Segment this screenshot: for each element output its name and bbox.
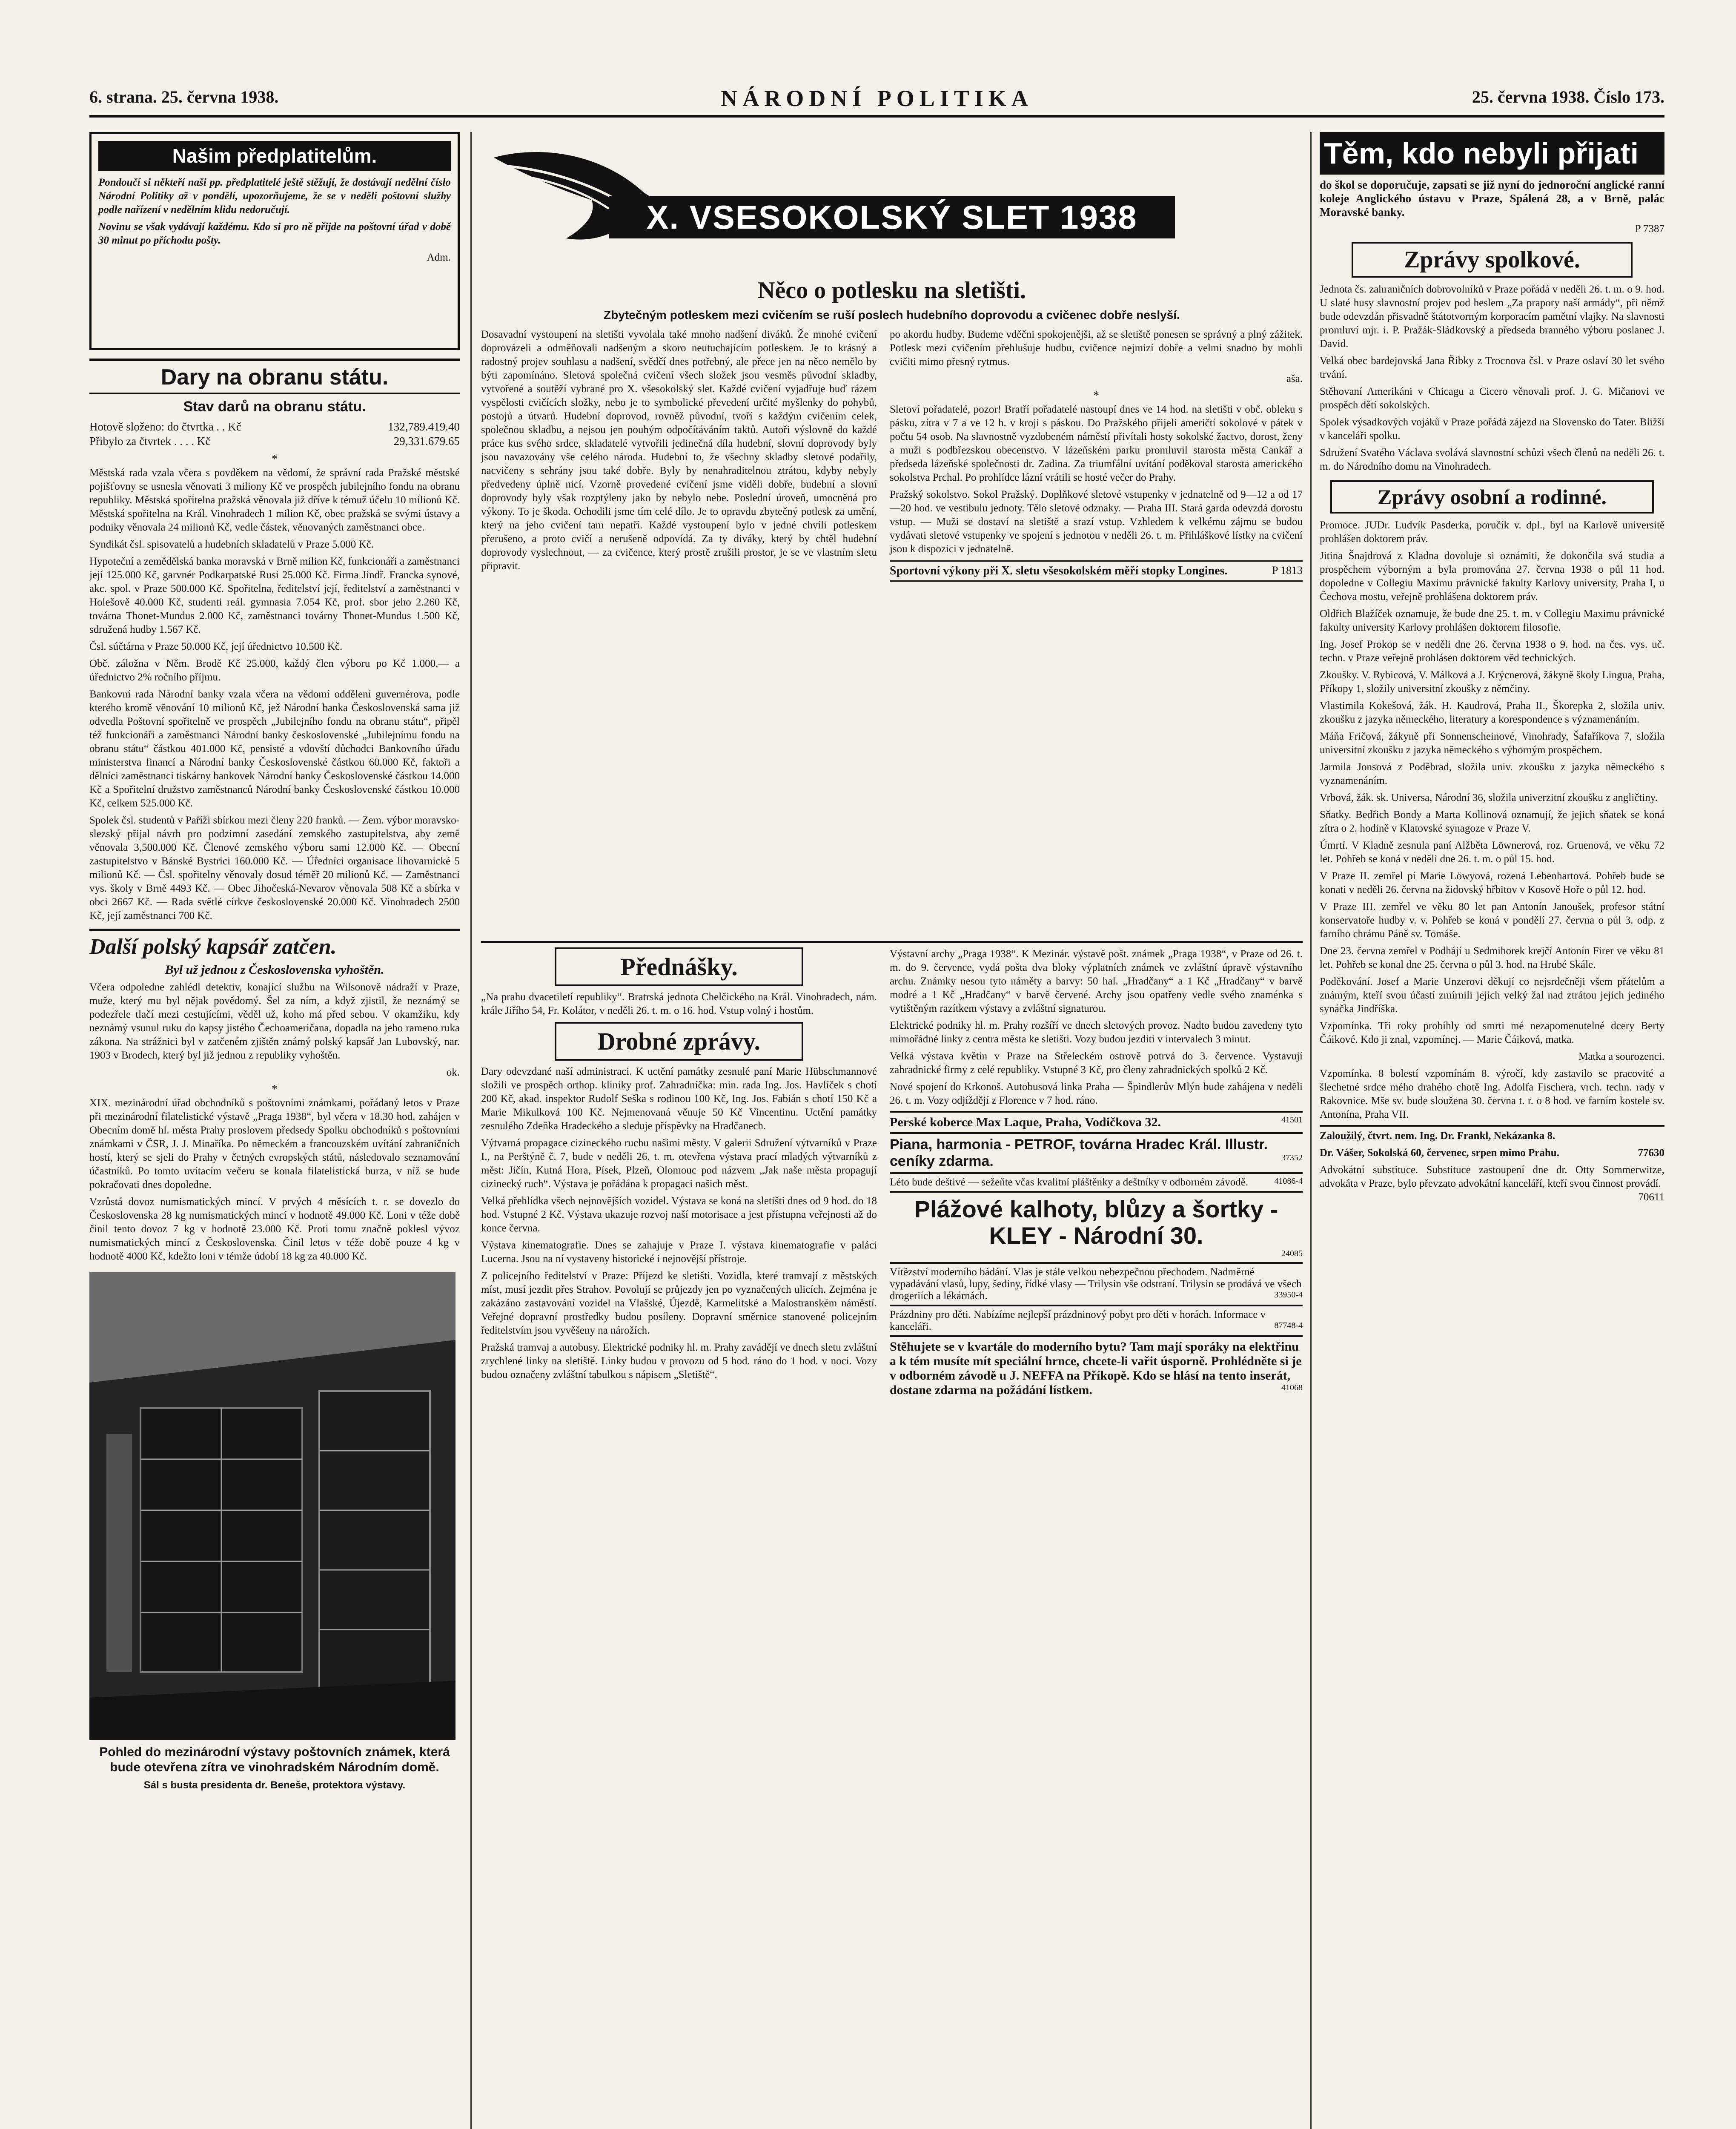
ad-koberce: [890, 1111, 1303, 1132]
ad-text: Vítězství moderního bádání. Vlas je stále velkou nebezpečnou přechodem. Nadměrné vypadávání vlasů, lupy, šediny, řídké vlasy — Trilysin vše odstraní. Trilysin se prodává ve všech drogeriích a lékárnách.: [890, 1266, 1302, 1302]
osobni-item: Sňatky. Bedřich Bondy a Marta Kollinová oznamují, že jejich sňatek se koná zítra o 2. hodině v Klatovské synagoze v Praze V.: [1320, 809, 1664, 834]
masthead-title: NÁRODNÍ POLITIKA: [721, 86, 1033, 111]
osobni-item: Úmrtí. V Kladně zesnula paní Alžběta Löwnerová, roz. Gruenová, ve věku 72 let. Pohřeb se koná v neděli dne 26. t. m. o půl 15. hod.: [1320, 840, 1664, 865]
dary-subtitle: Stav darů na obranu státu.: [183, 399, 366, 415]
osobni-item: Dne 23. června zemřel v Podhájí u Sedmihorek krejčí Antonín Firer ve věku 81 let. Pohřeb se konal dne 25. června o půl 3. hod. na Hrubé Skále.: [1320, 945, 1664, 970]
divider-star: *: [1093, 389, 1099, 402]
article-paragraph: Hypoteční a zemědělská banka moravská v Brně milion Kč, funkcionáři a zaměstnanci její 125.000 Kč, garvnér Podkarpatské Rusi 25.000 Kč. Firma Jindř. Francka synové, akc. spol. v Praze 500.000 Kč. Spořitelna, ředitelství její, ředitelství a zaměstnanci v Holešově 40.000 Kč, studenti reál. gymnasia 7.054 Kč, prof. sbor jeho 2.260 Kč, továrna Thonet-Mundus 2.000 Kč, zaměstnanci továrny Thonet-Mundus 1.500 Kč, sdružená hudby 1.567 Kč.: [89, 556, 460, 635]
osobni-item: Jitina Šnajdrová z Kladna dovoluje si oznámiti, že dokončila svá studia a prospěchem výborným a byla promována 27. června 1938 o půl 11 hod. dopoledne v Collegiu Maximu právnické fakulty Karlovy university, Praha I, u Čechova mostu, veřejně prohlášena doktorem práv.: [1320, 550, 1664, 603]
notice-box: [89, 132, 460, 350]
ad-code: 37352: [1281, 1153, 1303, 1162]
article-paragraph: po akordu hudby. Budeme vděčni spokojenějši, až se sletiště ponesen se správný a plný zážitek. Potlesk mezi cvičením přehlušuje hudbu, cvičence nejmizí dobře a velmi snadno by mohli cvičiti mimo přesný rytmus.: [890, 329, 1303, 367]
prednasky-body: „Na prahu dvacetiletí republiky“. Bratrská jednota Chelčického na Král. Vinohradech, nám. krále Jiřího 54, Fr. Kolátor, v neděli 26. t. m. o 16. hod. Vstup volný i hostům.: [481, 991, 877, 1016]
ad-text: Léto bude deštivé — sežeňte včas kvalitní pláštěnky a deštníky v odborném závodě.: [890, 1176, 1249, 1188]
article-paragraph: Čsl. súčtárna v Praze 50.000 Kč, její úřednictvo 10.500 Kč.: [89, 641, 343, 652]
ad-leto: [890, 1172, 1303, 1191]
drobne-title: Drobné zprávy.: [555, 1022, 803, 1061]
spolky-item: Stěhovaní Amerikáni v Chicagu a Cicero věnovali prof. J. G. Mičanovi ve prospěch dětí sokolských.: [1320, 386, 1664, 411]
divider-star: *: [272, 453, 278, 466]
ad-text: Perské koberce Max Laque, Praha, Vodičkova 32.: [890, 1115, 1161, 1129]
article-paragraph: Spolek čsl. studentů v Paříži sbírkou mezi členy 220 franků. — Zem. výbor moravsko-slezský přijal návrh pro podzimní zasedání zemského zastupitelstva, aby země věnovala 3,500.000 Kč. Členové zemského výboru sami 12.000 Kč. — Obecní zastupitelstvo v Bánské Bystrici 160.000 Kč. — Úředníci organisace lihovarnické 5 milionů Kč. — Čsl. spořitelny věnovaly dosud téměř 20 milionů Kč. — Zaměstnanci vys. školy v Brně 4493 Kč. — Obec Jihočeská-Nevarov věnovala 508 Kč a sbírka v obci 2667 Kč. — Rada světlé církve československé 20.000 Kč. Vinohradech 2500 Kč, její zaměstnanci 700 Kč.: [89, 815, 460, 921]
osobni-item: V Praze III. zemřel ve věku 80 let pan Antonín Janoušek, profesor státní konservatoře hudby v. v. Pohřeb se koná v pondělí 27. června o půl 3. odp. z farního chrámu Páně sv. Tomáše.: [1320, 901, 1664, 940]
photo-caption: Pohled do mezinárodní výstavy poštovních známek, která bude otevřena zítra ve vinohradském Národním domě.: [99, 1745, 450, 1774]
ad-neff: [890, 1335, 1303, 1400]
kapsar-title: Další polský kapsář zatčen.: [89, 935, 337, 959]
news-paragraph: Dary odevzdané naší administraci. K uctění památky zesnulé paní Marie Hübschmannové složili ve prospěch orthop. kliniky prof. Zahradníčka: min. rada Ing. Jos. Havlíček s chotí 200 Kč, akad. inspektor Rudolf Seška s rodinou 100 Kč, Ing. Jos. Fabián s chotí 150 Kč a Marie Mikulková 100 Kč. Nejmenovaná věnuje 50 Kč Vincentinu. Uctění památky zesnulého Zdeňka Hradeckého a sleduje příspěvky na Hradčanech.: [481, 1066, 877, 1132]
longines-text: Sportovní výkony při X. sletu všesokolském měří stopky Longines.: [890, 564, 1228, 577]
article-paragraph: Dosavadní vystoupení na sletišti vyvolala také mnoho nadšení diváků. Že mnohé cvičení doprovázeli a odměňovali nadšeným a skoro neutuchajícím potleskem. Je to krásný a radostný projev souhlasu a nadšení, svědčí dnes potřebný, ale přece jen na něco nemělo by býti zapomínáno. Sletová společná cvičení všech složek jsou vesměs původní skladby, vytvořené a soutěží vybrané pro X. všesokolský slet. Každé cvičení vyjadřuje buď rázem vyspělosti cvičících složky, nebo je to symbolické převedení určité myšlenky do pohybů, postojů a útvarů. Hudební doprovod, rovněž původní, tvoří s každým cvičením celek, společnou skladbu, a nejsou jen pouhým odpočítáváním taktů. Autoři výslovně do každé práce kus svého srdce, skladatelé vytvořili jedinečná díla hudební, slovní doprovody byly jsou navazovány vše celého národa. Hudební to, že všechny skladby sletové podařily, nacvičeny s sehrány jsou také dobře. Byly by nenahraditelnou ztrátou, kdyby nebyly předvedeny úplně nicí. Vzorně provedené cvičení jsme viděli dobře, budební a slovní doprovody byly však rozptýleny jako by nebylo nebe. Poslední úroveň, umocněná pro výkony. To je škoda. Ochodili jsme tím celé dílo. Je to opravdu zbytečný potlesk za umění, který na jeho cvičení tam nepatří. Každé vystoupení bylo v jedné chvíli potleskem přerušeno, a proto cvičí a nerušeně odpovídá. Za ty diváky, který by chtěl hudební doprovody vyslechnout, — za cvičence, který prostě zrušili prostor, je se ve vlastním sletu připravit.: [481, 329, 877, 572]
dary-row-value: 29,331.679.65: [393, 435, 460, 448]
divider-star: *: [272, 1083, 278, 1096]
osobni-item: Jarmila Jonsová z Poděbrad, složila univ. zkoušku z jazyka německého s vyznamenáním.: [1320, 761, 1664, 786]
osobni-item: Vzpomínka. 8 bolestí vzpomínám 8. výročí, kdy zastavilo se pracovité a šlechetné srdce mého drahého chotě Ing. Adolfa Fischera, vrch. techn. rady v Rakovnice. Mše sv. bude sloužena 30. června t. r. o 8 hod. ve farním kostele sv. Antonína, Praha VII.: [1320, 1068, 1664, 1120]
ad-code: 87748-4: [1274, 1321, 1303, 1330]
middle-column: [481, 132, 1303, 2129]
osobni-item: Matka a sourozenci.: [1578, 1051, 1664, 1062]
slet-article: [481, 328, 1303, 941]
notice-title: Našim předplatitelům.: [98, 141, 451, 171]
notice-body: Pondoučí si někteří naši pp. předplatitelé ještě stěžují, že dostávají nedělní číslo Národní Politiky až v pondělí, upozorňujeme, že se v neděli poštovní služby podle nařízení v nedělním klidu nedoručují.: [98, 177, 451, 215]
ad-code: 24085: [1281, 1249, 1303, 1258]
ad-trilysin: [890, 1264, 1303, 1305]
filatel-paragraph: XIX. mezinárodní úřad obchodníků s poštovními známkami, pořádaný letos v Praze při mezinárodní filatelistické výstavě „Praga 1938“, byl včera v 18.30 hod. zahájen v Obecním domě hl. města Prahy proslovem předsedy Spolku obchodníků s poštovními známkami v ČSR, J. J. Minaříka. Po německém a francouzském uvítání zahraničních hostí, který se sjeli do Prahy v četných evropských států, následovalo seznamování účastníků. Po tomto uvítacím večeru se konala filatelistická burza, v níž se bude pokračovati dnes dopoledne.: [89, 1097, 460, 1191]
kapsar-subtitle: Byl už jednou z Československa vyhoštěn.: [165, 963, 384, 977]
slet-banner-title: X. VSESOKOLSKÝ SLET 1938: [609, 196, 1175, 238]
top-ad-code: P 7387: [1635, 223, 1664, 235]
ad-code: 33950-4: [1274, 1290, 1303, 1300]
osobni-item: Vlastimila Kokešová, žák. H. Kaudrová, Praha II., Škorepka 2, složila univ. zkoušku z jazyka německého, literatury a korespondence s významenáním.: [1320, 700, 1664, 725]
osobni-item: Poděkování. Josef a Marie Unzerovi děkují co nejsrdečněji všem přátelům a známým, kteří svou účastí zmírnili jejich velký žal nad ztrátou jejich jediného synáčka Jindříška.: [1320, 976, 1664, 1015]
article-paragraph: Obč. záložna v Něm. Brodě Kč 25.000, každý člen výboru po Kč 1.000.— a úřednictvo 2% ročního příjmu.: [89, 658, 460, 683]
dary-row-value: 132,789.419.40: [388, 420, 460, 433]
osobni-item: Vzpomínka. Tři roky probíhly od smrti mé nezapomenutelné dcery Berty Čáikové. Kdo ji znal, vzpomínej. — Marie Čáiková, matka.: [1320, 1020, 1664, 1045]
osobni-item: Zkoušky. V. Rybicová, V. Málková a J. Krýcnerová, žákyně školy Lingua, Praha, Příkopy 1, složily universitní zkoušky z němčiny.: [1320, 669, 1664, 694]
dary-section: [89, 359, 460, 923]
osobni-item: Ing. Josef Prokop se v neděli dne 26. června 1938 o 9. hod. na čes. vys. uč. techn. v Praze veřejně prohlásen doktorem věd technických.: [1320, 639, 1664, 664]
issue-number: 25. června 1938. Číslo 173.: [1472, 87, 1664, 106]
news-col-left: [481, 947, 877, 1385]
article-paragraph: Syndikát čsl. spisovatelů a hudebních skladatelů v Praze 5.000 Kč.: [89, 539, 374, 550]
left-column: [89, 132, 460, 2129]
small-ad: [1320, 1129, 1664, 1143]
news-paragraph: Z policejního ředitelství v Praze: Příjezd ke sletišti. Vozidla, které tramvají z městských míst, musí jezdit přes Strahov. Povolují se průjezdy jen po vyznačených ulicích. Zejména je zakázáno zastavování vozidel na Vlašské, Újezdě, Karmelitské a Malostranském náměstí. Veřejné dopravní prostředky budou posíleny. Dopravní směrnice stanovené policejním ředitelstvím jsou vyvěšeny na nárožích.: [481, 1270, 877, 1336]
news-paragraph: Pražská tramvaj a autobusy. Elektrické podniky hl. m. Prahy zavádějí ve dnech sletu zvláštní zrychlené linky na sletiště. Linky budou v provozu od 5 hod. ráno do 1 hod. v noci. Vozy budou označeny zvláštní tabulkou s nápisem „Sletiště“.: [481, 1342, 877, 1380]
page-header: [89, 85, 1664, 118]
dary-row-label: Hotově složeno: do čtvrtka . . Kč: [89, 420, 241, 433]
notice-sign: Adm.: [427, 252, 451, 263]
dary-row: [89, 419, 460, 434]
kapsar-sign: ok.: [446, 1067, 460, 1078]
notice-note: Novinu se však vydávají každému. Kdo si pro ně přijde na poštovní úřad v době 30 minut po příchodu pošty.: [98, 221, 451, 246]
spolky-item: Spolek výsadkových vojáků v Praze pořádá zájezd na Slovensko do Tater. Bližší v kanceláři spolku.: [1320, 416, 1664, 442]
dary-row-label: Přibylo za čtvrtek . . . . Kč: [89, 435, 211, 448]
ad-petrof: [890, 1132, 1303, 1172]
prednasky-title: Přednášky.: [555, 947, 803, 986]
news-paragraph: Výtvarná propagace cizineckého ruchu našimi městy. V galerii Sdružení výtvarníků v Praze I., na Perštýně č. 7, bude v neděli 26. t. m. otevřena výstava prací mladých výtvarníků z měst: Jičín, Kutná Hora, Písek, Plzeň, Olomouc pod názvem „Jak naše města propagují cizinecký ruch“. Výstava je pořádána k propagaci našich měst.: [481, 1137, 877, 1190]
osobni-item: Oldřich Blažíček oznamuje, že bude dne 25. t. m. v Collegiu Maximu právnické fakulty university Karlovy prohlášen doktorem filosofie.: [1320, 608, 1664, 633]
small-ads: [1320, 1125, 1664, 1203]
news-col-right: [890, 947, 1303, 1400]
ad-kley: [890, 1191, 1303, 1264]
lower-middle: [481, 941, 1303, 2129]
spolky-item: Sdružení Svatého Václava svolává slavnostní schůzi všech členů na neděli 26. t. m. do Národního domu na Vinohradech.: [1320, 447, 1664, 472]
news-paragraph: Elektrické podniky hl. m. Prahy rozšíří ve dnech sletových provoz. Nadto budou zavedeny tyto mimořádné linky z centra města ke sletišti. Vozy budou jezditi v intervalech 3 minut.: [890, 1020, 1303, 1045]
page-number-date: 6. strana. 25. června 1938.: [89, 87, 279, 106]
ad-text: Piana, harmonia - PETROF, továrna Hradec Král. Illustr. ceníky zdarma.: [890, 1136, 1268, 1169]
news-paragraph: Nové spojení do Krkonoš. Autobusová linka Praha — Špindlerův Mlýn bude zahájena v neděli 26. t. m. Vozy odjíždějí z Florence v 7 hod. ráno.: [890, 1081, 1303, 1106]
article-sign: aša.: [1286, 373, 1303, 384]
small-ad: [1320, 1163, 1664, 1203]
ad-prazdniny: [890, 1305, 1303, 1335]
ad-text: Stěhujete se v kvartále do moderního bytu? Tam mají sporáky na elektřinu a k tém musíte mít speciální hrnce, chcete-li vařit úsporně. Prohlédněte si je v odborném závodě u J. NEFFA na Příkopě. Kdo se hlásí na tento inserát, dostane zdarma na požádání lístkem.: [890, 1340, 1302, 1397]
ad-text: Prázdniny pro děti. Nabízíme nejlepší prázdninový pobyt pro děti v horách. Informace v kanceláři.: [890, 1309, 1266, 1332]
small-ad: [1320, 1146, 1664, 1160]
column-rule: [470, 132, 472, 2129]
slet-banner: [481, 132, 1303, 273]
news-paragraph: Velká výstava květin v Praze na Střeleckém ostrově potrvá do 3. července. Vystavují zahradnické firmy z celé republiky. Vstupné 3 Kč, pro členy zahradnických spolků 2 Kč.: [890, 1050, 1303, 1076]
slet-left-col: [481, 328, 877, 577]
kapsar-body: Včera odpoledne zahlédl detektiv, konající službu na Wilsonově nádraží v Praze, muže, který mu byl nějak povědomý. Šel za ním, a když zjistil, že neznámý se podezřele tlačí mezi cestujícími, věděl už, koho má před sebou. V okamžiku, kdy neznámý vsunul ruku do kapsy jistého Čechoameričana, dopadla na jeho rameno ruka zákona. Na strážnici byl v zatčeném zjištěn známý polský kapsář Jan Lubovský, nar. 1903 v Brodech, který byl již jednou z republiky vyhoštěn.: [89, 981, 460, 1061]
slet-subheadline: Zbytečným potleskem mezi cvičením se ruší poslech hudebního doprovodu a cvičenec dobře neslyší.: [604, 308, 1180, 321]
right-column: [1320, 132, 1664, 2129]
osobni-item: Vrbová, žák. sk. Universa, Národní 36, složila univerzitní zkoušku z angličtiny.: [1320, 792, 1658, 803]
news-paragraph: Výstavní archy „Praga 1938“. K Mezinár. výstavě pošt. známek „Praga 1938“, v Praze od 26. t. m. do 9. července, vydá pošta dva bloky výplatních známek ve zvláštní úpravě výstavního archu. Známky nesou tyto náměty a barvy: 50 hal. „Hradčany“ a 1 Kč „Hradčany“ v barvě modré a 1 Kč „Hradčany“ v barvě červené. Archy jsou opatřeny vedle svého znaménka s vytištěným razítkem výstavy a zvláštní signaturou.: [890, 948, 1303, 1014]
small-ad-text: Advokátní substituce. Substituce zastoupení dne dr. Otty Sommerwitze, advokáta v Praze, bylo převzato advokátní kanceláří, kteří svou činnost provádí.: [1320, 1164, 1664, 1189]
slet-headline: Něco o potlesku na sletišti.: [758, 277, 1026, 304]
ad-code: 41086-4: [1274, 1176, 1303, 1186]
kapsar-article: [89, 929, 460, 1263]
longines-notice: [890, 560, 1303, 582]
photo-subcaption: Sál s busta presidenta dr. Beneše, protektora výstavy.: [143, 1779, 406, 1791]
osobni-title: Zprávy osobní a rodinné.: [1330, 480, 1654, 514]
ad-code: 41501: [1281, 1115, 1303, 1125]
small-ad-text: Zaloužilý, čtvrt. nem. Ing. Dr. Frankl, Nekázanka 8.: [1320, 1130, 1556, 1142]
exhibition-hall-image: [89, 1272, 455, 1740]
article-paragraph: Sletoví pořadatelé, pozor! Bratří pořadatelé nastoupí dnes ve 14 hod. na sletišti v obč. obleku s pásku, zítra v 7 a ve 12 h. v kroji s páskou. Do Pražského přijeli američtí sokolové v pátek v počtu 54 osob. Na slavnostně vyzdobeném náměstí přivítali hosty sokolské žactvo, dorost, ženy a muži s podbřezskou obecenstvo. V lázeňském parku promluvil starosta města Cankář a předseda lázeňské společnosti dr. Zadina. Za triumfální uvítání poděkoval starosta amerického sokolstva Prchal. Po prohlídce lázní vrátili se hosté večer do Prahy.: [890, 404, 1303, 483]
dary-title: Dary na obranu státu.: [89, 364, 460, 394]
ad-code: 41068: [1281, 1383, 1303, 1392]
news-paragraph: Velká přehlídka všech nejnovějších vozidel. Výstava se koná na sletišti dnes od 9 hod. do 18 hod. Vstupné 2 Kč. Výstava ukazuje rozvoj naší motorisace a jest přístupna veřejnosti až do konce června.: [481, 1195, 877, 1234]
longines-code: P 1813: [1272, 564, 1303, 577]
top-ad-body: do škol se doporučuje, zapsati se již nyní do jednoroční anglické ranní koleje Anglického ústavu v Praze, Spálená 28, a v Brně, palác Moravské banky.: [1320, 178, 1664, 218]
article-paragraph: Městská rada vzala včera s povděkem na vědomí, že správní rada Pražské městské pojišťovny se usnesla věnovati 3 miliony Kč ve prospěch jubilejního fondu na obranu republiky. Městská spořitelna pražská věnovala již dříve k témuž účelu 10 milionů Kč. Městská spořitelna na Král. Vinohradech 1 milion Kč, obec pražská se svými ústavy a podniky věnovala 24 milionů Kč, vedle částek, věnovaných zaměstnanci obce.: [89, 467, 460, 533]
column-rule: [1310, 132, 1312, 2129]
osobni-item: Promoce. JUDr. Ludvík Pasderka, poručík v. dpl., byl na Karlově universitě prohlášen doktorem práv.: [1320, 519, 1664, 545]
numismatic-paragraph: Vzrůstá dovoz numismatických mincí. V prvých 4 měsících t. r. se dovezlo do Československa 28 kg numismatických mincí v hodnotě 49.000 Kč. Loni v téže době činil tento dovoz 7 kg v hodnotě 23.000 Kč. Proti tomu značně poklesl vývoz numismatických mincí z Československa. Činil letos v téže době pouze 4 kg v hodnotě 4000 Kč, kdežto loni v témže údobí 18 kg za 40.000 Kč.: [89, 1196, 460, 1262]
spolky-item: Jednota čs. zahraničních dobrovolníků v Praze pořádá v neděli 26. t. m. o 9. hod. U slaté husy slavnostní projev pod heslem „Za prapory naší armády“, při němž bude odevzdán přisvadně štátotvorným korporacím pamětní vlajky. Na slavnosti promluví mjr. i. P. Pražák-Sládkovský a předseda branného výboru poslanec J. David.: [1320, 284, 1664, 350]
news-paragraph: Výstava kinematografie. Dnes se zahajuje v Praze I. výstava kinematografie v paláci Lucerna. Jsou na ní vystaveny historické i nejnovější přístroje.: [481, 1240, 877, 1265]
exhibition-photo: [89, 1272, 455, 1740]
osobni-item: V Praze II. zemřel pí Marie Löwyová, rozená Lebenhartová. Pohřeb bude se konati v neděli 26. června na židovský hřbitov v Kosově Hoře o půl 12. hod.: [1320, 870, 1664, 895]
slet-right-col: [890, 328, 1303, 582]
spolky-item: Velká obec bardejovská Jana Řibky z Trocnova čsl. v Praze oslaví 30 let svého trvání.: [1320, 355, 1664, 380]
small-ad-code: 70611: [1638, 1191, 1664, 1203]
dary-row: [89, 434, 460, 448]
osobni-item: Máňa Fričová, žákyně při Sonnenscheinové, Vinohrady, Šafaříkova 7, složila universitní zkoušku z jazyka německého s výborným prospěchem.: [1320, 731, 1664, 756]
ad-text: Plážové kalhoty, blůzy a šortky - KLEY - Národní 30.: [914, 1196, 1278, 1249]
article-paragraph: Pražský sokolstvo. Sokol Pražský. Doplňkové sletové vstupenky v jednatelně od 9—12 a od 17—20 hod. ve vestibulu jednoty. Tělo sletové odznaky. — Praha III. Stará garda odevzdá dorostu vstup. — Muži se dostaví na sletiště a srazí vstup. Vzhledem k velkému zájmu se budou vydávati sletové vstupenky ve spojení s jednotou v neděli 26. t. m. Přihláškové lístky na cvičení jsou k dispozici v jednatelně.: [890, 489, 1303, 555]
newspaper-page: [89, 85, 1664, 2129]
top-ad-title: Těm, kdo nebyli přijati: [1320, 132, 1664, 175]
small-ad-text: Dr. Vášer, Sokolská 60, červenec, srpen mimo Prahu.: [1320, 1147, 1559, 1159]
small-ad-code: 77630: [1638, 1147, 1664, 1159]
spolky-title: Zprávy spolkové.: [1352, 242, 1633, 278]
article-paragraph: Bankovní rada Národní banky vzala včera na vědomí oddělení guvernérova, podle kterého kromě věnování 10 milionů Kč, jež Národní banka Československá sama již odvedla Poštovní spořitelně ve prospěch „Jubilejního fondu na obranu státu“, připěl též funkcionáři a zaměstnanci Národní banky československé „Jubilejnímu fondu na obranu státu“ částkou 401.000 Kč, pensisté a vdovští důchodci Bankovního úřadu ministerstva financí a Národní banky Československé částkou 60.000 Kč, faktoři a dělníci zaměstnanci tiskárny bankovek Národní banky Československé částkou 14.000 Kč a Spořitelní družstvo zaměstnanců Národní banky Československé částkou 10.000 Kč, celkem 525.000 Kč.: [89, 689, 460, 809]
